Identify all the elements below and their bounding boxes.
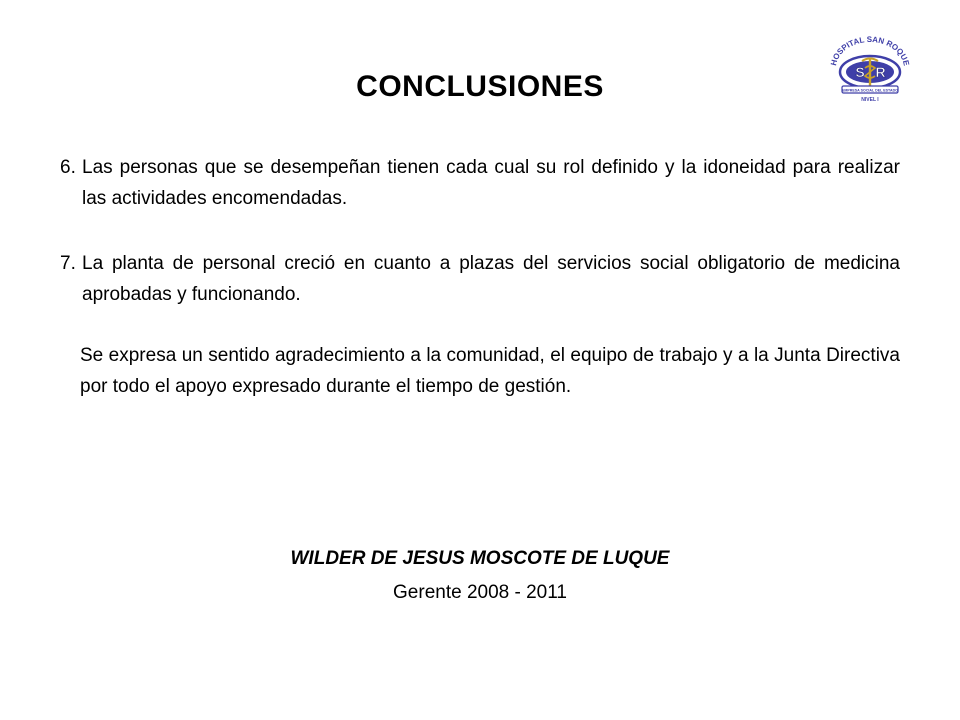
logo-top-text: HOSPITAL SAN ROQUE <box>829 34 911 67</box>
item-text: Las personas que se desempeñan tienen cada cual su rol definido y la idoneidad para realizar las actividades encomendadas. <box>82 157 900 209</box>
conclusions-body <box>60 152 900 402</box>
logo-ribbon-text: EMPRESA SOCIAL DEL ESTADO <box>842 88 898 93</box>
conclusion-item-6 <box>60 152 900 214</box>
signature-role: Gerente 2008 - 2011 <box>393 582 567 603</box>
signature-block <box>0 544 960 608</box>
item-number: 6. <box>60 157 76 178</box>
slide-title: CONCLUSIONES <box>356 70 604 103</box>
signature-name: WILDER DE JESUS MOSCOTE DE LUQUE <box>290 548 670 569</box>
conclusion-item-7 <box>60 248 900 310</box>
item-text: La planta de personal creció en cuanto a plazas del servicios social obligatorio de medicina aprobadas y funcionando. <box>82 253 900 305</box>
acknowledgement-paragraph: Se expresa un sentido agradecimiento a la comunidad, el equipo de trabajo y a la Junta Directiva por todo el apoyo expresado durante el tiempo de gestión. <box>80 345 900 397</box>
logo-initial-r: R <box>875 64 886 80</box>
logo-initial-s: S <box>855 64 865 80</box>
item-number: 7. <box>60 253 76 274</box>
logo-level-text: NIVEL I <box>861 97 879 103</box>
